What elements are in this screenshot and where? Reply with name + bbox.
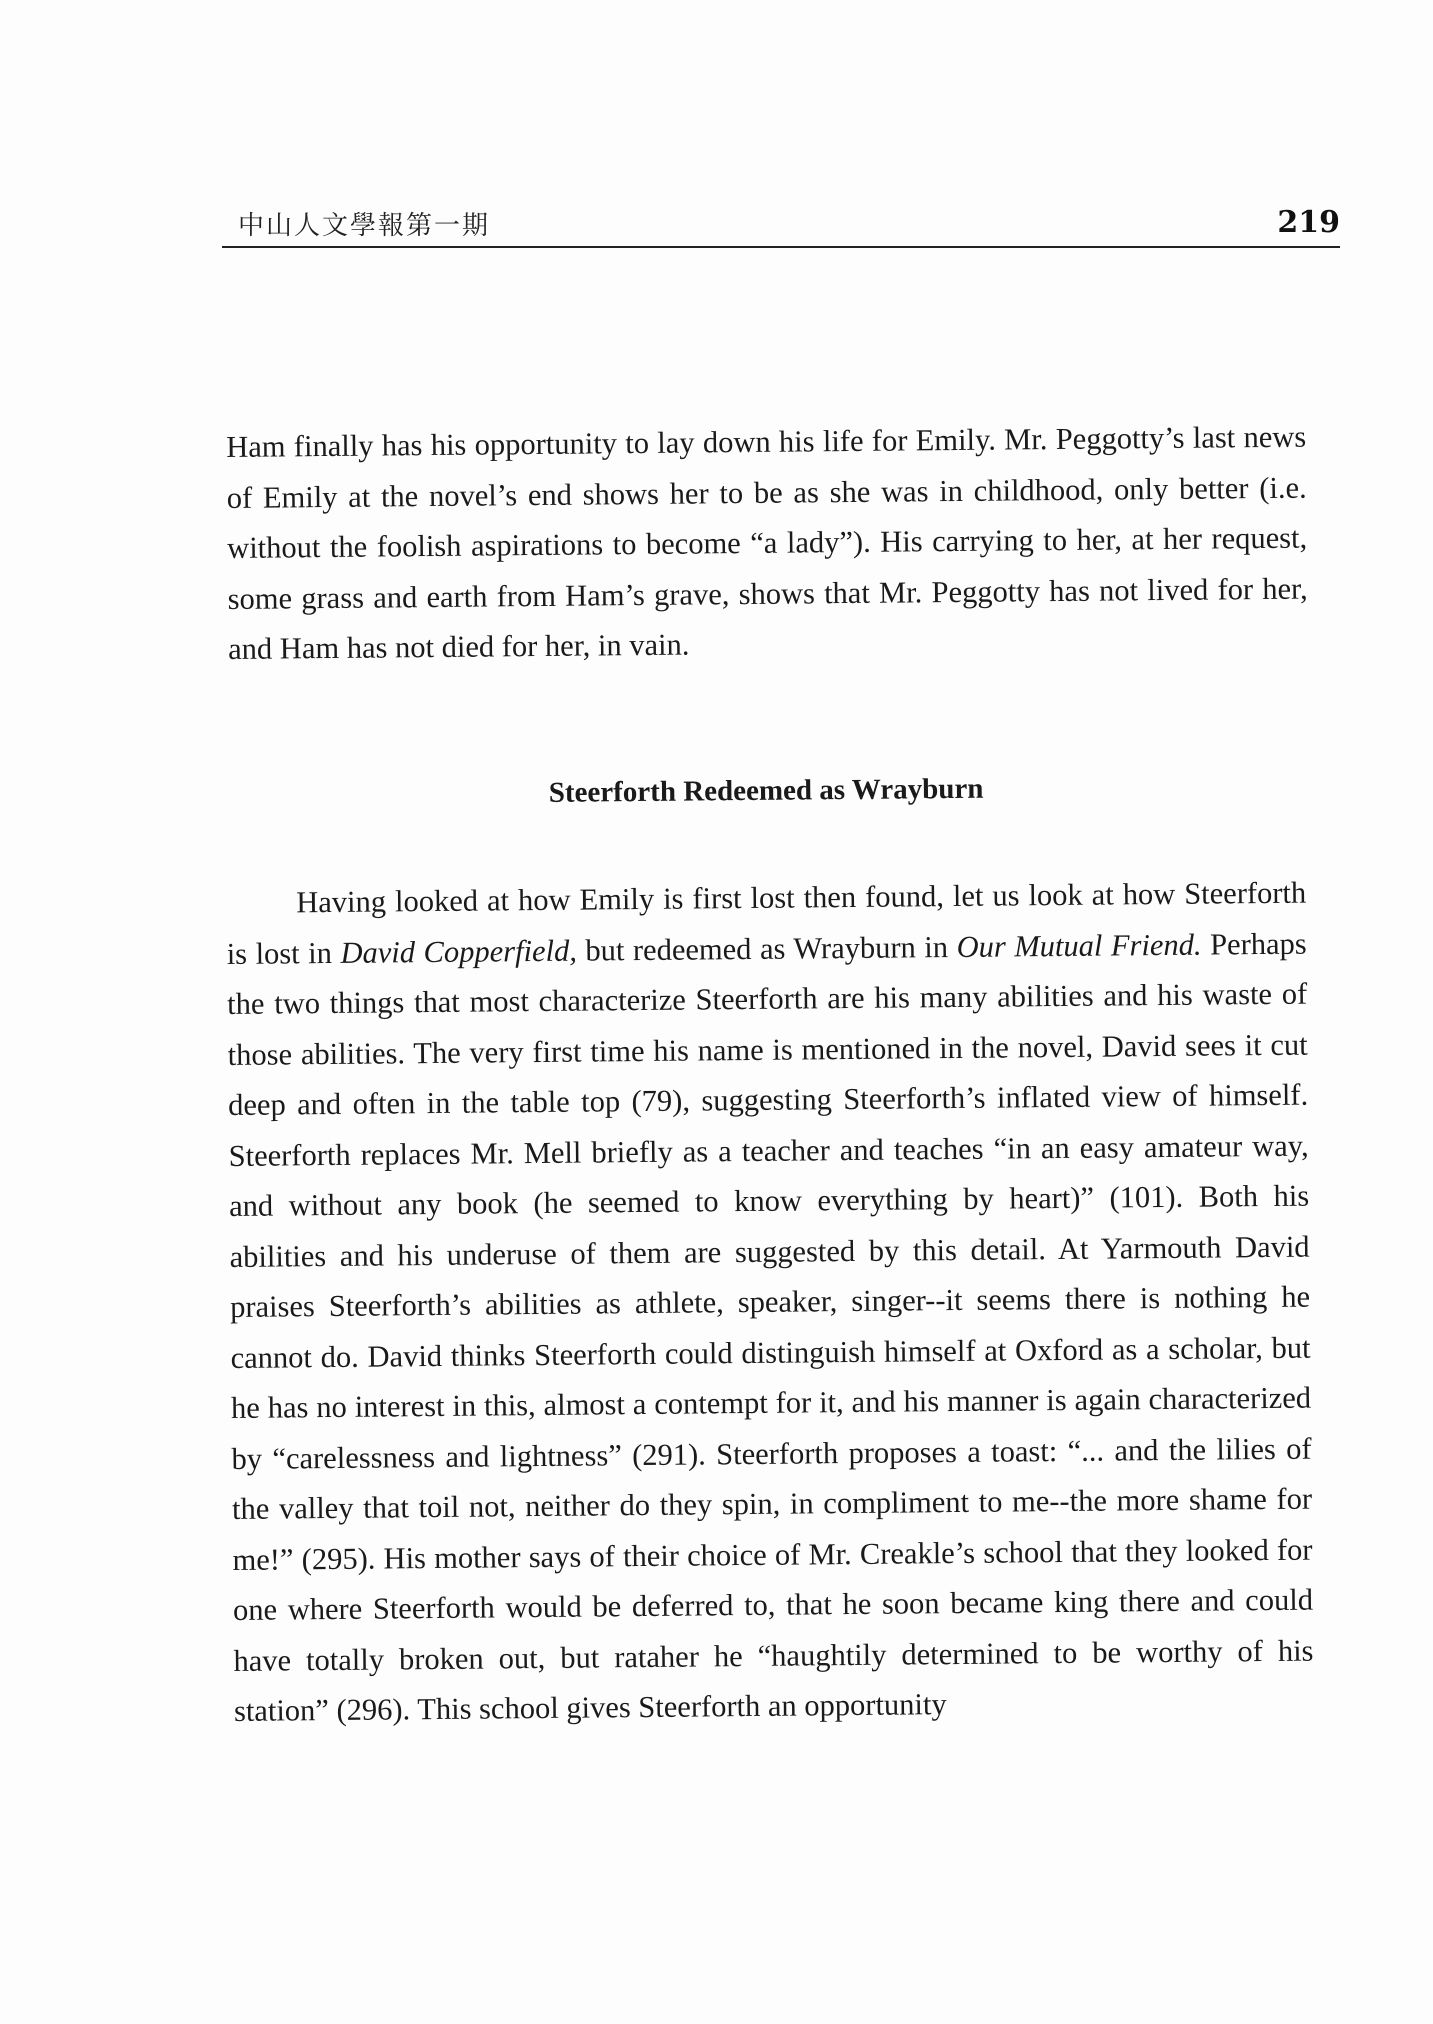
section-heading: Steerforth Redeemed as Wrayburn: [548, 772, 984, 809]
paragraph-2-text-2: but redeemed as Wrayburn in: [576, 929, 957, 968]
book-title-our-mutual-friend: Our Mutual Friend.: [956, 927, 1202, 964]
paragraph-2: [226, 868, 1314, 1737]
paragraph-2-text-1: Having looked at how Emily is first lost then found, let us look at how Steerforth is lost in: [226, 875, 1307, 971]
paragraph-1: Ham finally has his opportunity to lay down his life for Emily. Mr. Peggotty’s last news of Emily at the novel’s end shows her to be as she was in childhood, only better (i.e. without the foolish aspirations to become “a lady”). His carrying to her, at her request, some grass and earth from Ham’s grave, shows that Mr. Peggotty has not lived for her, and Ham has not died for her, in vain.: [226, 419, 1308, 666]
page-number: 219: [1277, 205, 1340, 240]
paragraph-2-text-3: Perhaps the two things that most characterize Steerforth are his many abilities and his waste of those abilities. The very first time his name is mentioned in the novel, David sees it cut deep and often in the table top (79), suggesting Steerforth’s inflated view of himself. Steerforth replaces Mr. Mell briefly as a teacher and teaches “in an easy amateur way, and without any book (he seemed to know everything by heart)” (101). Both his abilities and his underuse of them are suggested by this detail. At Yarmouth David praises Steerforth’s abilities as athlete, speaker, singer--it seems there is nothing he cannot do. David thinks Steerforth could distinguish himself at Oxford as a scholar, but he has no interest in this, almost a contempt for it, and his manner is again characterized by “carelessness and lightness” (291). Steerforth proposes a toast: “... and the lilies of the valley that toil not, neither do they spin, in compliment to me--the more shame for me!” (295). His mother says of their choice of Mr. Creakle’s school that they looked for one where Steerforth would be deferred to, that he soon became king there and could have totally broken out, but rataher he “haughtily determined to be worthy of his station” (296). This school gives Steerforth an opportunity: [227, 926, 1314, 1728]
book-title-david-copperfield: David Copperfield,: [340, 933, 578, 970]
journal-name: 中山人文學報第一期: [238, 211, 491, 241]
running-header: [222, 196, 1340, 248]
